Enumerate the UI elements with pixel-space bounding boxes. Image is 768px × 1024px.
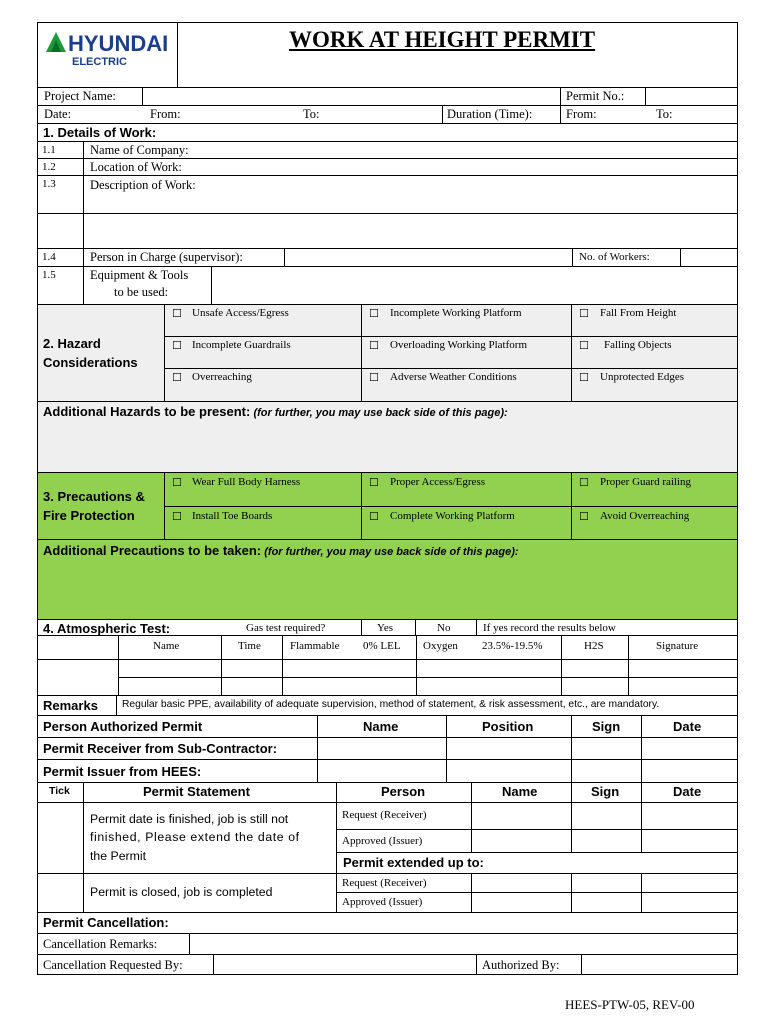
atmos-col-lel: 0% LEL	[363, 640, 401, 652]
remarks-text: Regular basic PPE, availability of adequate supervision, method of statement, & risk assessment, etc., are mandatory.	[122, 699, 660, 710]
statement-sign-header: Sign	[591, 784, 620, 799]
item-no: 1.5	[42, 269, 56, 281]
extend-statement-line3: the Permit	[90, 849, 147, 863]
checkbox-icon[interactable]: ☐	[172, 339, 182, 352]
auth-col-sign: Sign	[592, 719, 621, 734]
permit-cancellation-heading: Permit Cancellation:	[43, 915, 169, 930]
checkbox-icon[interactable]: ☐	[579, 339, 589, 352]
checkbox-icon[interactable]: ☐	[369, 339, 379, 352]
section2-heading: 2. Hazard	[43, 336, 101, 351]
checkbox-icon[interactable]: ☐	[579, 510, 589, 523]
precaution-option: Wear Full Body Harness	[192, 476, 301, 488]
checkbox-icon[interactable]: ☐	[579, 307, 589, 320]
extend-statement-line2: finished, Please extend the date of	[90, 830, 300, 844]
gas-test-label: Gas test required?	[246, 622, 326, 634]
atmos-col-oxygen: Oxygen	[423, 640, 458, 652]
section3-heading-2: Fire Protection	[43, 508, 135, 523]
hazard-option: Falling Objects	[604, 339, 672, 351]
work-location-label: Location of Work:	[90, 160, 182, 174]
tick-header: Tick	[49, 785, 70, 797]
extend-statement-line1: Permit date is finished, job is still not	[90, 812, 289, 826]
hazard-option: Fall From Height	[600, 307, 677, 319]
hazard-option: Incomplete Working Platform	[390, 307, 522, 319]
permit-no-label: Permit No.:	[566, 89, 625, 103]
checkbox-icon[interactable]: ☐	[579, 476, 589, 489]
checkbox-icon[interactable]: ☐	[579, 371, 589, 384]
from2-label: From:	[566, 107, 597, 121]
permit-extended-label: Permit extended up to:	[343, 855, 484, 870]
authorized-by-label: Authorized By:	[482, 958, 560, 972]
hazard-option: Unsafe Access/Egress	[192, 307, 289, 319]
person-header: Person	[381, 784, 426, 799]
auth-col-name: Name	[363, 719, 399, 734]
checkbox-icon[interactable]: ☐	[369, 371, 379, 384]
permit-statement-header: Permit Statement	[143, 784, 250, 799]
permit-closed-statement: Permit is closed, job is completed	[90, 885, 273, 899]
checkbox-icon[interactable]: ☐	[369, 307, 379, 320]
checkbox-icon[interactable]: ☐	[172, 510, 182, 523]
permit-issuer-label: Permit Issuer from HEES:	[43, 764, 202, 779]
checkbox-icon[interactable]: ☐	[172, 371, 182, 384]
gas-test-no[interactable]: No	[437, 622, 451, 634]
hazard-option: Overreaching	[192, 371, 252, 383]
section3-heading: 3. Precautions &	[43, 489, 145, 504]
hyundai-triangle-icon	[45, 31, 67, 53]
work-description-label: Description of Work:	[90, 178, 196, 192]
cancellation-remarks-label: Cancellation Remarks:	[43, 937, 158, 951]
checkbox-icon[interactable]: ☐	[172, 476, 182, 489]
item-no: 1.4	[42, 251, 56, 263]
logo	[45, 28, 170, 73]
atmos-col-name: Name	[153, 640, 180, 652]
additional-hazards	[43, 405, 508, 419]
date-label: Date:	[44, 107, 72, 121]
item-no: 1.3	[42, 178, 56, 190]
equipment-label: Equipment & Tools	[90, 268, 189, 282]
section2-heading-2: Considerations	[43, 355, 138, 370]
additional-hazards-note: (for further, you may use back side of this page):	[253, 407, 508, 419]
approved-issuer-label: Approved (Issuer)	[342, 835, 423, 847]
hazard-option: Adverse Weather Conditions	[390, 371, 517, 383]
checkbox-icon[interactable]: ☐	[369, 476, 379, 489]
item-no: 1.1	[42, 144, 56, 156]
to-label: To:	[303, 107, 320, 121]
to2-label: To:	[656, 107, 673, 121]
checkbox-icon[interactable]: ☐	[172, 307, 182, 320]
atmos-col-oxygen-range: 23.5%-19.5%	[482, 640, 543, 652]
item-no: 1.2	[42, 161, 56, 173]
remarks-label: Remarks	[43, 698, 98, 713]
additional-precautions-label: Additional Precautions to be taken:	[43, 543, 262, 558]
precaution-option: Proper Guard railing	[600, 476, 692, 488]
hazard-option: Overloading Working Platform	[390, 339, 528, 351]
project-name-label: Project Name:	[44, 89, 116, 103]
additional-hazards-label: Additional Hazards to be present:	[43, 404, 251, 419]
from-label: From:	[150, 107, 181, 121]
cancellation-requested-label: Cancellation Requested By:	[43, 958, 183, 972]
logo-sub: ELECTRIC	[72, 56, 127, 68]
statement-date-header: Date	[673, 784, 702, 799]
hazard-option: Incomplete Guardrails	[192, 339, 291, 351]
company-name-label: Name of Company:	[90, 143, 189, 157]
gas-test-yes[interactable]: Yes	[377, 622, 394, 634]
request-receiver-label-2: Request (Receiver)	[342, 877, 427, 889]
permit-receiver-label: Permit Receiver from Sub-Contractor:	[43, 741, 278, 756]
equipment-label-2: to be used:	[114, 285, 169, 299]
request-receiver-label: Request (Receiver)	[342, 809, 427, 821]
document-code: HEES-PTW-05, REV-00	[565, 997, 695, 1012]
logo-brand: HYUNDAI	[68, 31, 169, 56]
approved-issuer-label-2: Approved (Issuer)	[342, 896, 423, 908]
atmos-col-time: Time	[238, 640, 261, 652]
page-title: WORK AT HEIGHT PERMIT	[289, 27, 596, 52]
gas-test-if-yes: If yes record the results below	[483, 622, 616, 634]
workers-label: No. of Workers:	[579, 251, 650, 263]
statement-name-header: Name	[502, 784, 538, 799]
auth-col-position: Position	[482, 719, 534, 734]
precaution-option: Avoid Overreaching	[600, 510, 690, 522]
precaution-option: Proper Access/Egress	[390, 476, 486, 488]
duration-label: Duration (Time):	[447, 107, 533, 121]
checkbox-icon[interactable]: ☐	[369, 510, 379, 523]
additional-precautions-note: (for further, you may use back side of this page):	[264, 546, 519, 558]
precaution-option: Install Toe Boards	[192, 510, 273, 522]
section4-heading: 4. Atmospheric Test:	[43, 621, 171, 636]
atmos-col-h2s: H2S	[584, 640, 604, 652]
person-in-charge-label: Person in Charge (supervisor):	[90, 250, 243, 264]
person-authorized-label: Person Authorized Permit	[43, 719, 203, 734]
hazard-option: Unprotected Edges	[600, 371, 684, 383]
atmos-col-signature: Signature	[656, 640, 699, 652]
auth-col-date: Date	[673, 719, 702, 734]
additional-precautions	[43, 544, 519, 558]
section1-heading: 1. Details of Work:	[43, 125, 157, 140]
atmos-col-flammable: Flammable	[290, 640, 340, 652]
precaution-option: Complete Working Platform	[390, 510, 515, 522]
